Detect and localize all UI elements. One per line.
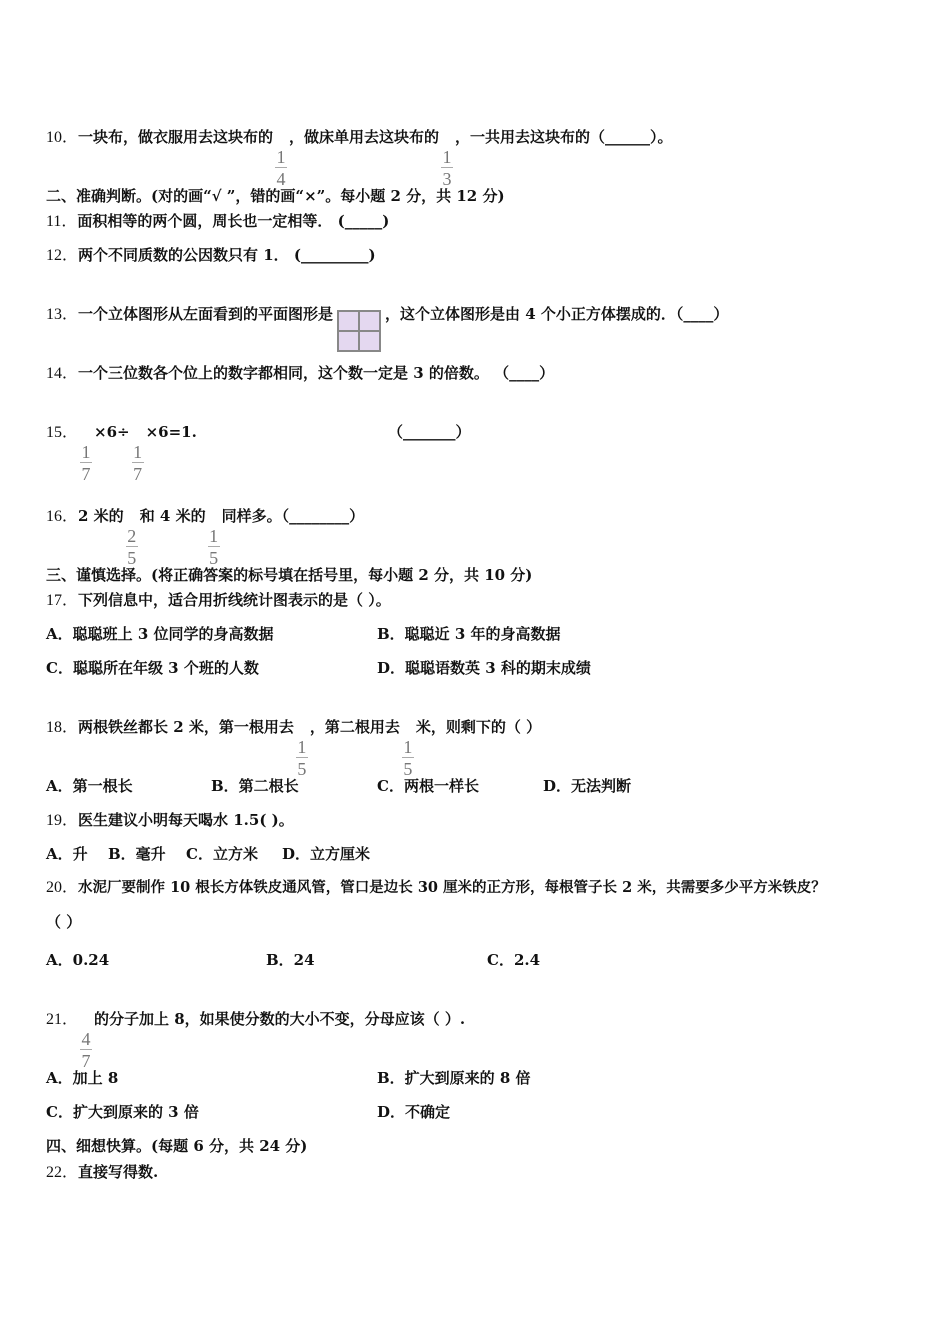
option-b: B．聪聪近 3 年的身高数据 (377, 625, 561, 643)
fraction: $\frac{1}{5}$ (297, 737, 307, 779)
square-grid-figure (337, 310, 381, 352)
question-16: 16．2 米的 $\frac{2}{5}$ 和 4 米的 $\frac{1}{5}$ 同样多。（________） (46, 507, 365, 568)
option-a: A．升 (46, 845, 88, 863)
question-20: 20．水泥厂要制作 10 根长方体铁皮通风管，管口是边长 30 厘米的正方形，每根管子长 2 米，共需要多少平方米铁皮？ (46, 879, 826, 896)
fraction: $\frac{1}{5}$ (403, 737, 413, 779)
question-12: 12．两个不同质数的公因数只有 1． (_________) (46, 246, 376, 264)
section-3-heading: 三、谨慎选择。(将正确答案的标号填在括号里，每小题 2 分，共 10 分) (46, 566, 533, 584)
option-c: C．扩大到原来的 3 倍 (46, 1103, 199, 1121)
option-a: A．聪聪班上 3 位同学的身高数据 (46, 625, 274, 643)
option-b: B．第二根长 (211, 777, 299, 795)
fraction: $\frac{1}{7}$ (133, 442, 143, 484)
option-d: D．聪聪语数英 3 科的期末成绩 (377, 659, 591, 677)
option-a: A．加上 8 (46, 1069, 119, 1087)
option-c: C．立方米 (186, 845, 258, 863)
question-21: 21． $\frac{4}{7}$ 的分子加上 8，如果使分数的大小不变，分母应该（ ）. (46, 1010, 466, 1071)
option-b: B．24 (266, 951, 315, 969)
fraction: $\frac{4}{7}$ (81, 1029, 91, 1071)
fraction: $\frac{1}{7}$ (81, 442, 91, 484)
question-10: 10．一块布，做衣服用去这块布的 $\frac{1}{4}$ ，做床单用去这块布的 $\frac{1}{3}$ ，一共用去这块布的（______）。 (46, 128, 673, 189)
section-2-heading: 二、准确判断。(对的画“√ ”，错的画“×”。每小题 2 分，共 12 分) (46, 187, 505, 205)
question-22: 22．直接写得数. (46, 1163, 159, 1181)
question-15: 15． $\frac{1}{7}$ ×6÷ $\frac{1}{7}$ ×6=1. (46, 423, 197, 484)
option-d: D．立方厘米 (282, 845, 371, 863)
option-b: B．扩大到原来的 8 倍 (377, 1069, 531, 1087)
option-a: A．第一根长 (46, 777, 133, 795)
option-a: A．0.24 (46, 951, 110, 969)
option-c: C．聪聪所在年级 3 个班的人数 (46, 659, 259, 677)
answer-blank: （_______） (388, 423, 471, 441)
question-17: 17．下列信息中，适合用折线统计图表示的是（ ）。 (46, 591, 391, 609)
question-11: 11．面积相等的两个圆，周长也一定相等． (_____) (46, 212, 390, 230)
answer-blank: （ ） (46, 913, 82, 931)
option-b: B．毫升 (108, 845, 166, 863)
section-4-heading: 四、细想快算。(每题 6 分，共 24 分) (46, 1137, 308, 1155)
question-13: 13．一个立体图形从左面看到的平面图形是 ，这个立体图形是由 4 个小正方体摆成的．（____） (46, 304, 728, 352)
option-d: D．无法判断 (543, 777, 632, 795)
fraction: $\frac{1}{3}$ (442, 147, 452, 189)
fraction: $\frac{1}{5}$ (209, 526, 219, 568)
question-14: 14．一个三位数各个位上的数字都相同，这个数一定是 3 的倍数。 （____） (46, 364, 555, 382)
option-c: C．两根一样长 (377, 777, 479, 795)
fraction: $\frac{2}{5}$ (127, 526, 137, 568)
option-c: C．2.4 (487, 951, 541, 969)
fraction: $\frac{1}{4}$ (276, 147, 286, 189)
question-18: 18．两根铁丝都长 2 米，第一根用去 $\frac{1}{5}$ ，第二根用去 $\frac{1}{5}$ 米，则剩下的（ ） (46, 718, 542, 779)
option-d: D．不确定 (377, 1103, 451, 1121)
question-19: 19．医生建议小明每天喝水 1.5( )。 (46, 811, 294, 829)
